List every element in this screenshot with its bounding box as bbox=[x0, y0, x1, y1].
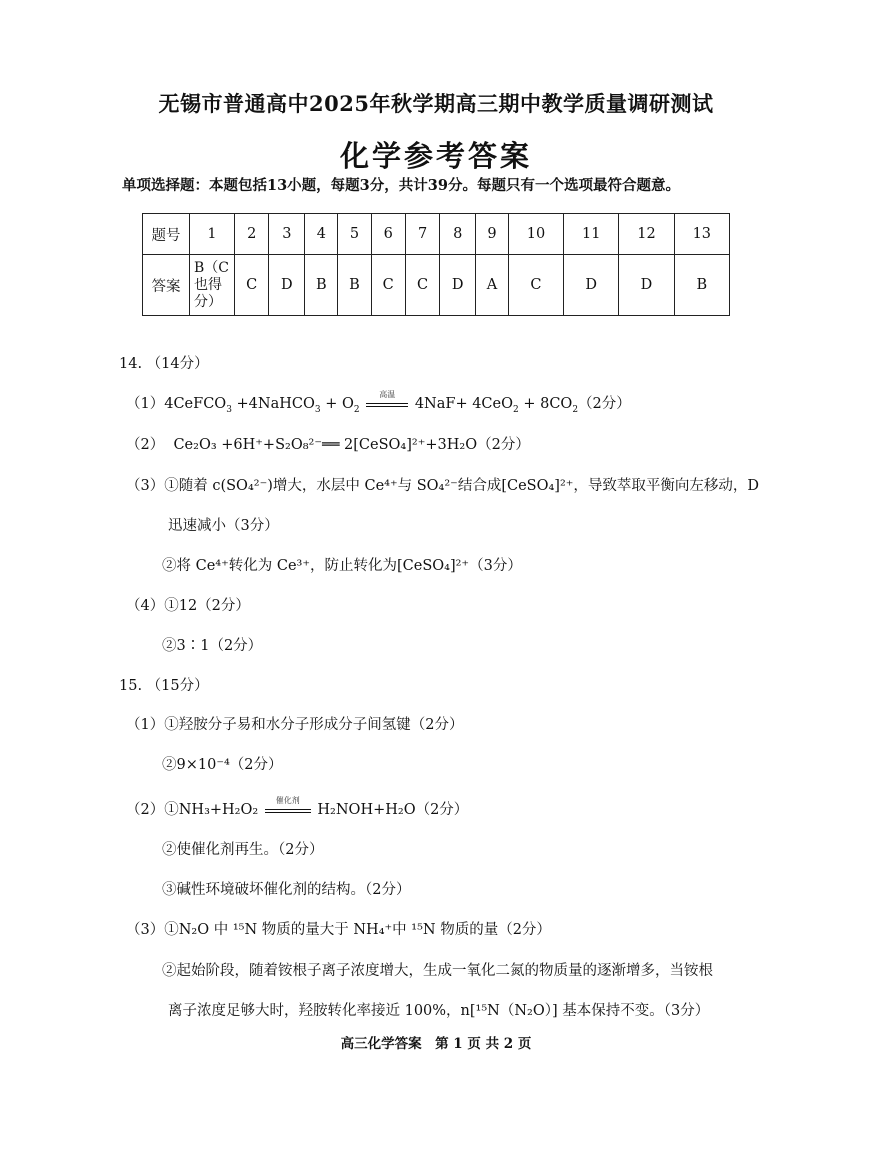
answer-row bbox=[143, 255, 730, 316]
q15-part1b: ②9×10⁻⁴（2分） bbox=[162, 757, 283, 773]
table-cell: 13 bbox=[674, 214, 729, 255]
answer-1-text: B（C也得分） bbox=[194, 259, 229, 310]
part-prefix: （1） bbox=[126, 396, 165, 412]
q14-part2 bbox=[126, 433, 530, 454]
q14-part4a bbox=[126, 594, 250, 615]
reaction-arrow bbox=[366, 390, 408, 407]
q15-part3b-cont: 离子浓度足够大时，羟胺转化率接近 100%，n[¹⁵N（N₂O）] 基本保持不变。（3分） bbox=[168, 1003, 710, 1019]
q15-part2c: ③碱性环境破坏催化剂的结构。（2分） bbox=[162, 882, 411, 898]
table-cell: 1 bbox=[190, 214, 235, 255]
table-cell: 3 bbox=[269, 214, 305, 255]
table-cell: 8 bbox=[440, 214, 476, 255]
q14-part3a bbox=[126, 474, 759, 495]
document-title: 无锡市普通高中2025年秋学期高三期中教学质量调研测试 bbox=[158, 91, 714, 116]
part-prefix: （3） bbox=[126, 478, 165, 494]
part-prefix: （1） bbox=[126, 717, 165, 733]
table-cell: C bbox=[371, 255, 405, 316]
table-cell: B bbox=[674, 255, 729, 316]
part-text: ①羟胺分子易和水分子形成分子间氢键（2分） bbox=[164, 717, 464, 733]
part-text: ①N₂O 中 ¹⁵N 物质的量大于 NH₄⁺中 ¹⁵N 物质的量（2分） bbox=[164, 922, 551, 938]
equation-lhs: 4CeFCO bbox=[164, 396, 227, 412]
table-cell: 4 bbox=[305, 214, 338, 255]
q14-part4b: ②3∶1（2分） bbox=[162, 638, 263, 654]
table-cell: 12 bbox=[619, 214, 674, 255]
page-footer: 高三化学答案 第 1 页 共 2 页 bbox=[340, 1036, 532, 1052]
part-text: ①随着 c(SO₄²⁻)增大，水层中 Ce⁴⁺与 SO₄²⁻结合成[CeSO₄]²⁺，导致萃取平衡向左移动，D bbox=[164, 478, 760, 494]
part-prefix: （2） bbox=[126, 802, 165, 818]
q14-heading: 14. （14分） bbox=[119, 356, 209, 372]
table-cell: 5 bbox=[338, 214, 371, 255]
equation-lhs: ①NH₃+H₂O₂ bbox=[164, 802, 259, 818]
document-subtitle: 化学参考答案 bbox=[339, 139, 532, 173]
equation-lhs-c: + O bbox=[320, 396, 354, 412]
table-cell: D bbox=[440, 255, 476, 316]
table-cell: 6 bbox=[371, 214, 405, 255]
table-cell: C bbox=[508, 255, 563, 316]
section-instructions: 单项选择题：本题包括13小题，每题3分，共计39分。每题只有一个选项最符合题意。 bbox=[122, 177, 680, 194]
table-cell: 10 bbox=[508, 214, 563, 255]
part-text: ①12（2分） bbox=[164, 598, 250, 614]
question-number-row bbox=[143, 214, 730, 255]
equation-rhs-b: + 8CO bbox=[518, 396, 573, 412]
table-cell: C bbox=[235, 255, 269, 316]
reaction-condition: 催化剂 bbox=[275, 796, 300, 805]
table-cell: D bbox=[269, 255, 305, 316]
q15-part3b: ②起始阶段，随着铵根子离子浓度增大，生成一氧化二氮的物质量的逐渐增多，当铵根 bbox=[162, 963, 713, 979]
q15-part1a bbox=[126, 713, 463, 734]
q15-part3a bbox=[126, 918, 551, 939]
equation-lhs-b: +4NaHCO bbox=[231, 396, 315, 412]
equation-rhs: H₂NOH+H₂O（2分） bbox=[317, 802, 469, 818]
q15-heading: 15. （15分） bbox=[119, 678, 209, 694]
q15-part2b: ②使催化剂再生。（2分） bbox=[162, 842, 324, 858]
table-cell: 2 bbox=[235, 214, 269, 255]
table-row-label: 答案 bbox=[143, 255, 190, 316]
table-cell bbox=[190, 255, 235, 316]
equation-rhs: 4NaF+ 4CeO bbox=[414, 396, 513, 412]
answer-table bbox=[142, 213, 730, 316]
reaction-arrow bbox=[265, 796, 311, 813]
table-cell: 9 bbox=[476, 214, 509, 255]
part-text: Ce₂O₃ +6H⁺+S₂O₈²⁻══ 2[CeSO₄]²⁺+3H₂O（2分） bbox=[173, 437, 530, 453]
table-cell: D bbox=[619, 255, 674, 316]
reaction-condition: 高温 bbox=[379, 390, 396, 399]
part-prefix: （2） bbox=[126, 437, 165, 453]
q14-part1: （1）4CeFCO$_3$ +4NaHCO$_3$ + $O_2$ 高温 $4NaF+ 4CeO_2 + 8CO_2(2$分） bbox=[126, 390, 631, 415]
part-prefix: （3） bbox=[126, 922, 165, 938]
table-cell: C bbox=[405, 255, 439, 316]
table-row-label: 题号 bbox=[143, 214, 190, 255]
q15-part2a bbox=[126, 798, 468, 819]
score-label: （2分） bbox=[578, 396, 631, 412]
table-cell: A bbox=[476, 255, 509, 316]
q14-part3b: ②将 Ce⁴⁺转化为 Ce³⁺，防止转化为[CeSO₄]²⁺（3分） bbox=[162, 558, 522, 574]
table-cell: B bbox=[305, 255, 338, 316]
part-prefix: （4） bbox=[126, 598, 165, 614]
table-cell: 11 bbox=[564, 214, 619, 255]
table-cell: B bbox=[338, 255, 371, 316]
q14-part3a-cont: 迅速减小（3分） bbox=[168, 518, 279, 534]
table-cell: 7 bbox=[405, 214, 439, 255]
table-cell: D bbox=[564, 255, 619, 316]
